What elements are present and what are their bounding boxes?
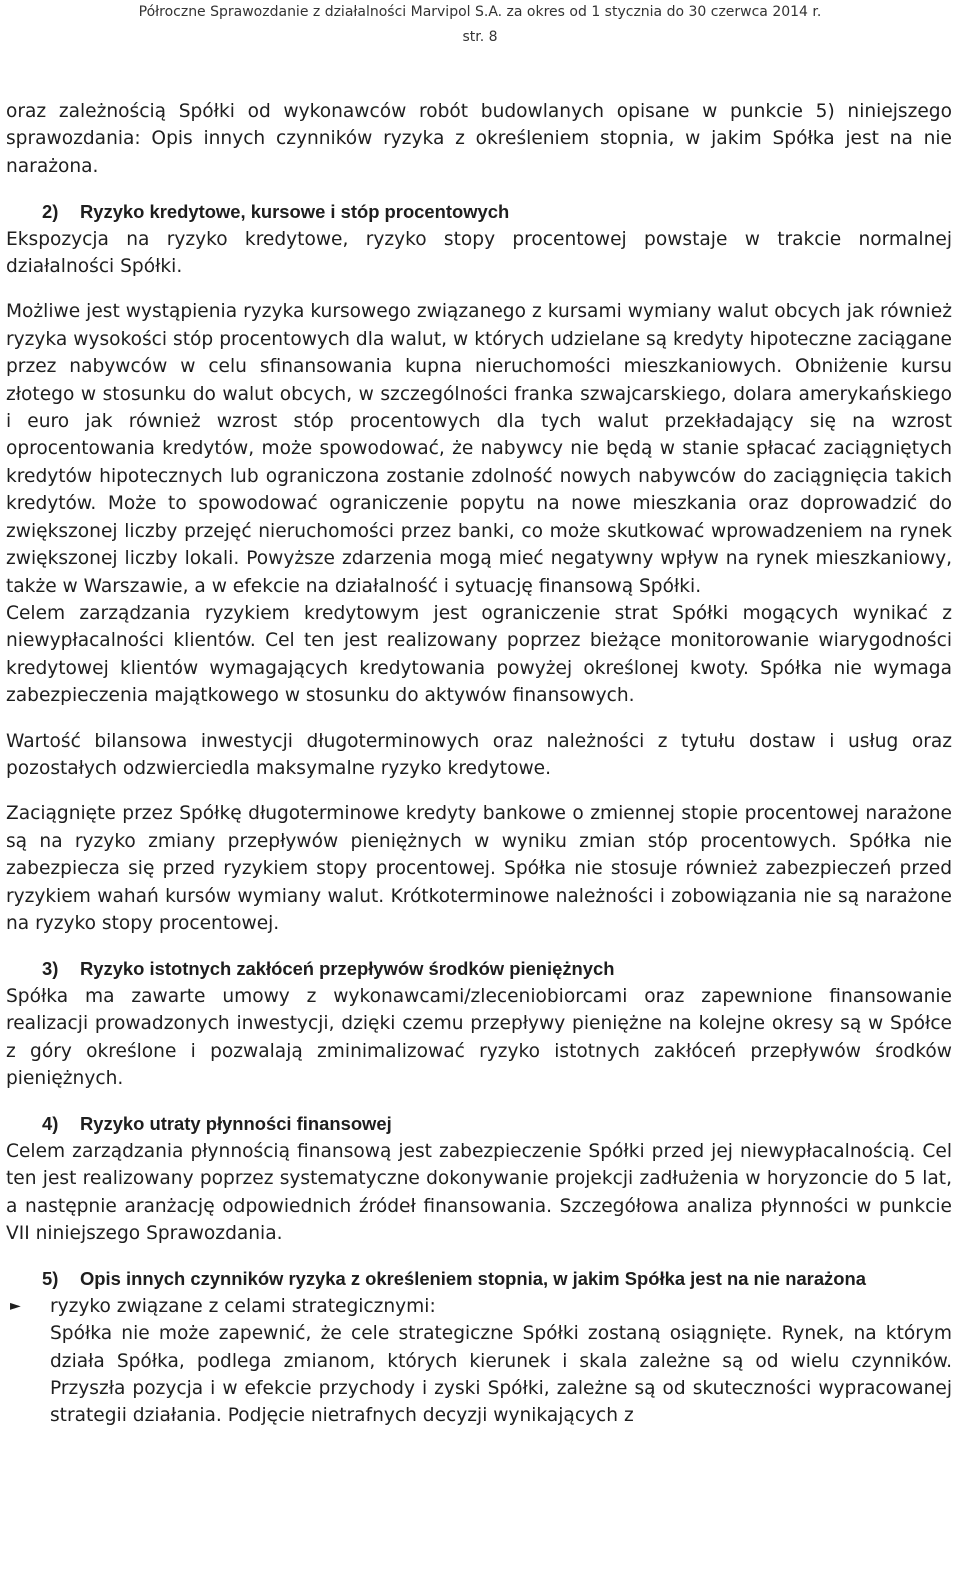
section-2-paragraph-4: Wartość bilansowa inwestycji długoterminowych oraz należności z tytułu dostaw i usług oraz pozostałych odzwierciedla maksymalne ryzyko kredytowe. — [6, 730, 952, 779]
section-2-heading — [6, 198, 952, 225]
bullet-label: ryzyko związane z celami strategicznymi: — [50, 1295, 436, 1317]
bullet-text: Spółka nie może zapewnić, że cele strategiczne Spółki zostaną osiągnięte. Rynek, na którym działa Spółka, podlega zmianom, których kierunek i skala zależne są od wielu czynników. Przyszła pozycja i w efekcie przychody i zyski Spółki, zależne są od skuteczności wypracowanej strategii działania. Podjęcie nietrafnych decyzji wynikających z — [50, 1323, 952, 1427]
section-3-number: 3) — [42, 958, 59, 980]
header-title: Półroczne Sprawozdanie z działalności Marvipol S.A. za okres od 1 stycznia do 30 czerwca 2014 r. — [138, 4, 822, 20]
section-5-heading — [6, 1265, 952, 1292]
section-4-title: Ryzyko utraty płynności finansowej — [80, 1113, 392, 1135]
document-body — [6, 98, 952, 1430]
section-3-title: Ryzyko istotnych zakłóceń przepływów środków pieniężnych — [80, 958, 615, 980]
section-2-title: Ryzyko kredytowe, kursowe i stóp procentowych — [80, 201, 510, 223]
section-2-paragraph-5: Zaciągnięte przez Spółkę długoterminowe kredyty bankowe o zmiennej stopie procentowej narażone są na ryzyko zmiany przepływów pieniężnych w wyniku zmian stóp procentowych. Spółka nie zabezpiecza się przed ryzykiem stopy procentowej. Spółka nie stosuje również zabezpieczeń przed ryzykiem wahań kursów wymiany walut. Krótkoterminowe należności i zobowiązania nie są narażone na ryzyko stopy procentowej. — [6, 803, 952, 934]
section-2-paragraph-3: Celem zarządzania ryzykiem kredytowym jest ograniczenie strat Spółki mogących wynikać z niewypłacalności klientów. Cel ten jest realizowany poprzez bieżące monitorowanie wiarygodności kredytowej klientów wymagających kredytowania powyżej określonej kwoty. Spółka nie wymaga zabezpieczenia majątkowego w stosunku do aktywów finansowych. — [6, 602, 952, 707]
section-3-heading — [6, 955, 952, 982]
section-5-title: Opis innych czynników ryzyka z określeniem stopnia, w jakim Spółka jest na nie narażona — [80, 1268, 866, 1290]
section-2-number: 2) — [42, 201, 59, 223]
page-number: str. 8 — [462, 29, 498, 45]
page-header — [0, 0, 960, 24]
section-2-paragraph-1: Ekspozycja na ryzyko kredytowe, ryzyko stopy procentowej powstaje w trakcie normalnej działalności Spółki. — [6, 228, 952, 278]
section-2-paragraph-2: Możliwe jest wystąpienia ryzyka kursowego związanego z kursami wymiany walut obcych jak również ryzyka wysokości stóp procentowych dla walut, w których udzielane są kredyty hipoteczne zaciągane przez nabywców w celu sfinansowania kupna nieruchomości mieszkaniowych. Obniżenie kursu złotego w stosunku do walut obcych, w szczególności franka szwajcarskiego, dolara amerykańskiego i euro jak również wzrost stóp procentowych dla tych walut przekładający się na wzrost oprocentowania kredytów, może spowodować, że nabywcy nie będą w stanie spłacać zaciągniętych kredytów hipotecznych lub ograniczona zostanie zdolność nowych nabywców do zaciągnięcia takich kredytów. Może to spowodować ograniczenie popytu na nowe mieszkania oraz doprowadzić do zwiększonej liczby przejęć nieruchomości przez banki, co może skutkować wprowadzeniem na rynek zwiększonej liczby lokali. Powyższe zdarzenia mogą mieć negatywny wpływ na rynek mieszkaniowy, także w Warszawie, a w efekcie na działalność i sytuację finansową Spółki. — [6, 301, 952, 597]
section-3-paragraph-1: Spółka ma zawarte umowy z wykonawcami/zleceniobiorcami oraz zapewnione finansowanie realizacji prowadzonych inwestycji, dzięki czemu przepływy pieniężne na kolejne okresy są w Spółce z góry określone i pozwalają zminimalizować ryzyko istotnych zakłóceń przepływów środków pieniężnych. — [6, 985, 952, 1089]
section-4-paragraph-1: Celem zarządzania płynnością finansową jest zabezpieczenie Spółki przed jej niewypłacalnością. Cel ten jest realizowany poprzez systematyczne dokonywanie projekcji zadłużenia w horyzoncie do 5 lat, a następnie aranżację odpowiednich źródeł finansowania. Szczegółowa analiza płynności w punkcie VII niniejszego Sprawozdania. — [6, 1140, 952, 1245]
bullet-item — [6, 1293, 952, 1430]
arrow-bullet-icon: ► — [10, 1297, 21, 1314]
section-4-heading — [6, 1110, 952, 1137]
section-4-number: 4) — [42, 1113, 59, 1135]
section-5-number: 5) — [42, 1268, 59, 1290]
intro-paragraph: oraz zależnością Spółki od wykonawców robót budowlanych opisane w punkcie 5) niniejszego sprawozdania: Opis innych czynników ryzyka z określeniem stopnia, w jakim Spółka jest na nie narażona. — [6, 101, 952, 177]
